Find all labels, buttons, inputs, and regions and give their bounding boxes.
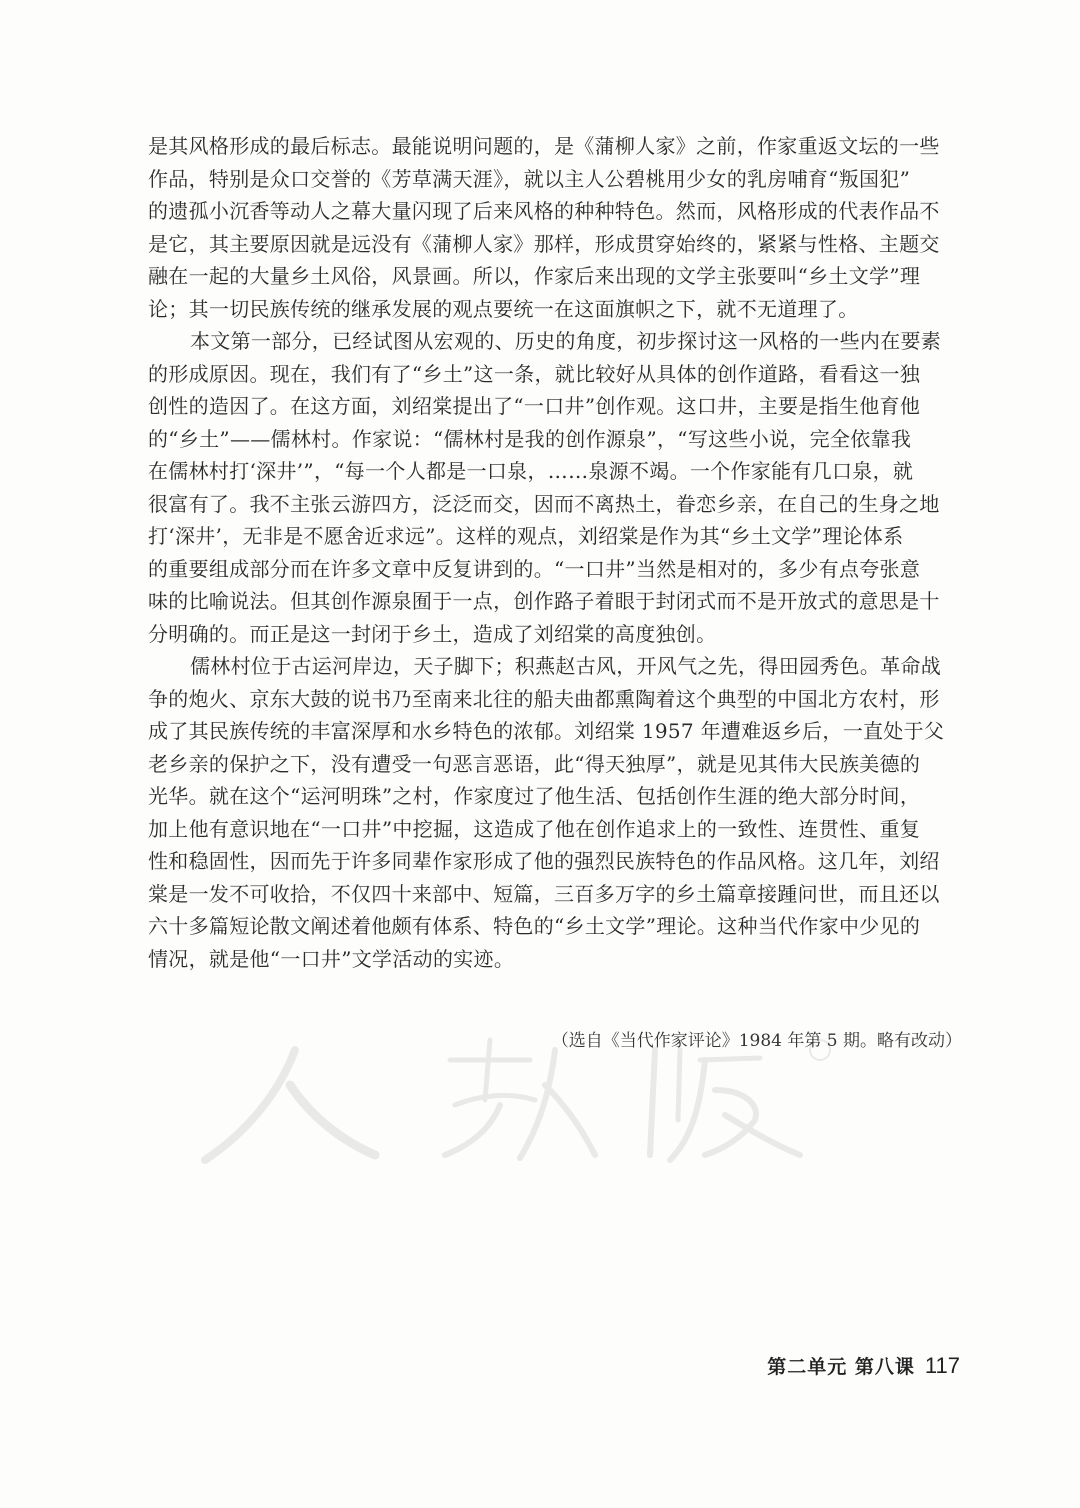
page-number: 117 <box>924 1353 960 1378</box>
text-line: 儒林村位于古运河岸边，天子脚下；积燕赵古风，开风气之先，得田园秀色。革命战 <box>190 654 942 678</box>
text-line: 性和稳固性，因而先于许多同辈作家形成了他的强烈民族特色的作品风格。这几年，刘绍 <box>148 849 940 873</box>
text-line: 作品，特别是众口交誉的《芳草满天涯》，就以主人公碧桃用少女的乳房哺育“叛国犯” <box>148 166 911 191</box>
text-line: 是其风格形成的最后标志。最能说明问题的，是《蒲柳人家》之前，作家重返文坛的一些 <box>148 134 940 158</box>
text-line: 打‘深井’，无非是不愿舍近求远”。这样的观点，刘绍棠是作为其“乡土文学”理论体系 <box>148 524 904 548</box>
text-line: 的形成原因。现在，我们有了“乡土”这一条，就比较好从具体的创作道路，看看这一独 <box>148 361 921 386</box>
source-citation: （选自《当代作家评论》1984 年第 5 期。略有改动） <box>551 1031 962 1051</box>
text-line: 争的炮火、京东大鼓的说书乃至南来北往的船夫曲都熏陶着这个典型的中国北方农村，形 <box>148 686 940 711</box>
text-line: 加上他有意识地在“一口井”中挖掘，这造成了他在创作追求上的一致性、连贯性、重复 <box>148 816 921 841</box>
text-line: 本文第一部分，已经试图从宏观的、历史的角度，初步探讨这一风格的一些内在要素 <box>190 329 942 353</box>
body-text <box>148 130 968 975</box>
text-line: 很富有了。我不主张云游四方，泛泛而交，因而不离热土，眷恋乡亲，在自己的生身之地 <box>148 491 940 516</box>
text-line: 六十多篇短论散文阐述着他颇有体系、特色的“乡土文学”理论。这种当代作家中少见的 <box>148 914 921 938</box>
text-line: 的重要组成部分而在许多文章中反复讲到的。“一口井”当然是相对的，多少有点夸张意 <box>148 556 921 581</box>
text-line: 的“乡土”——儒林村。作家说：“儒林村是我的创作源泉”，“写这些小说，完全依靠我 <box>148 426 912 451</box>
text-line: 创性的造因了。在这方面，刘绍棠提出了“一口井”创作观。这口井，主要是指生他育他 <box>148 394 921 418</box>
paragraph-1 <box>148 130 968 325</box>
text-line: 在儒林村打‘深井’”，“每一个人都是一口泉，……泉源不竭。一个作家能有几口泉，就 <box>148 459 914 483</box>
text-line: 棠是一发不可收拾，不仅四十来部中、短篇，三百多万字的乡土篇章接踵问世，而且还以 <box>148 881 940 906</box>
text-line: 论；其一切民族传统的继承发展的观点要统一在这面旗帜之下，就不无道理了。 <box>148 296 859 321</box>
text-line: 成了其民族传统的丰富深厚和水乡特色的浓郁。刘绍棠 1957 年遭难返乡后，一直处于父 <box>148 719 945 743</box>
text-line: 融在一起的大量乡土风俗，风景画。所以，作家后来出现的文学主张要叫“乡土文学”理 <box>148 264 921 288</box>
text-line: 味的比喻说法。但其创作源泉囿于一点，创作路子着眼于封闭式而不是开放式的意思是十 <box>148 589 940 613</box>
unit-lesson-label: 第二单元 第八课 <box>767 1356 915 1378</box>
page-footer <box>767 1352 960 1379</box>
text-line: 光华。就在这个“运河明珠”之村，作家度过了他生活、包括创作生涯的绝大部分时间， <box>148 784 921 808</box>
paragraph-3 <box>148 650 968 975</box>
paragraph-2 <box>148 325 968 650</box>
text-line: 老乡亲的保护之下，没有遭受一句恶言恶语，此“得天独厚”，就是见其伟大民族美德的 <box>148 751 921 776</box>
text-line: 是它，其主要原因就是远没有《蒲柳人家》那样，形成贯穿始终的，紧紧与性格、主题交 <box>148 231 940 256</box>
text-line: 分明确的。而正是这一封闭于乡土，造成了刘绍棠的高度独创。 <box>148 621 717 646</box>
text-line: 的遗孤小沉香等动人之幕大量闪现了后来风格的种种特色。然而，风格形成的代表作品不 <box>148 199 940 223</box>
text-line: 情况，就是他“一口井”文学活动的实迹。 <box>148 946 515 971</box>
